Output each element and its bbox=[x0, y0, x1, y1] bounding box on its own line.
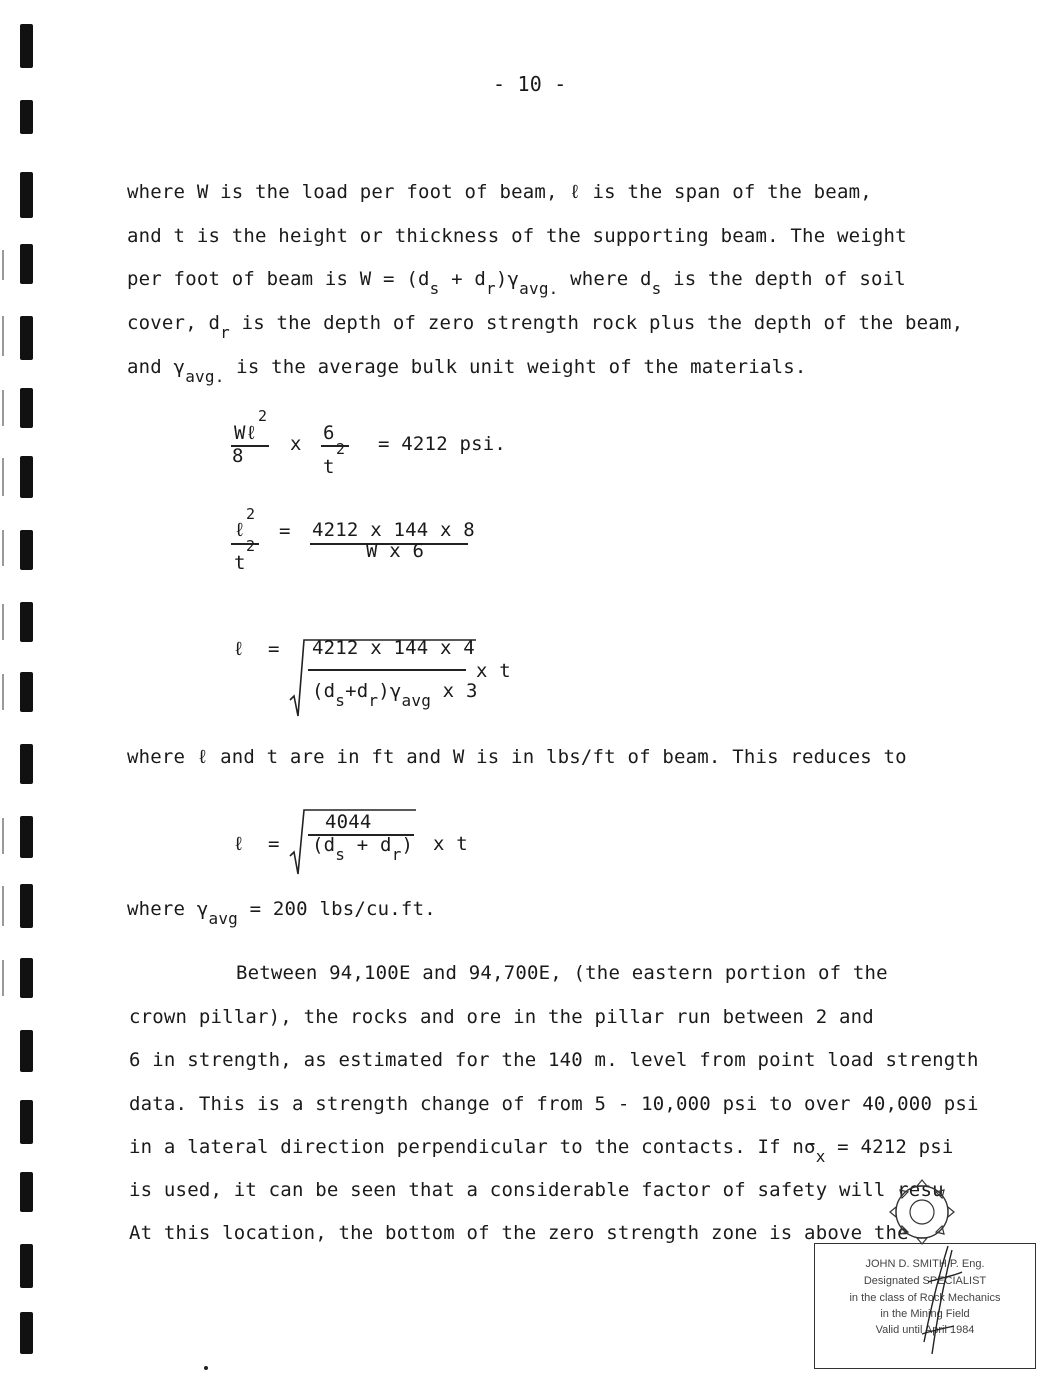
paragraph-line: per foot of beam is $W = (d_s + d_r)\gamma_{avg.}$ where $d_s$ is the depth of soil bbox=[127, 268, 906, 298]
seal-gear-icon bbox=[872, 1170, 972, 1250]
paragraph-line: crown pillar), the rocks and ore in the pillar run between 2 and bbox=[129, 1006, 874, 1028]
stamp-line: JOHN D. SMITH P. Eng. bbox=[865, 1258, 985, 1270]
paragraph-line: and $\gamma_{avg.}$ is the average bulk unit weight of the materials. bbox=[127, 356, 807, 386]
paragraph-line: Between 94,100E and 94,700E, (the eastern portion of the bbox=[236, 962, 888, 984]
signature bbox=[910, 1242, 970, 1362]
speck bbox=[204, 1366, 208, 1370]
paragraph-line: where $\gamma_{avg} = 200$ lbs/cu.ft. bbox=[127, 898, 436, 928]
paragraph-line: where W is the load per foot of beam, ℓ is the span of the beam, bbox=[127, 181, 872, 203]
paragraph-line: 6 in strength, as estimated for the 140 m. level from point load strength bbox=[129, 1049, 979, 1071]
page-number: - 10 - bbox=[493, 72, 567, 96]
paragraph-line: cover, $d_r$ is the depth of zero strength rock plus the depth of the beam, bbox=[127, 312, 964, 342]
stamp-line: in the Mining Field bbox=[880, 1308, 970, 1320]
paragraph-line: in a lateral direction perpendicular to the contacts. If $n\sigma_x = 4212$ psi bbox=[129, 1136, 954, 1166]
paragraph-line: where ℓ and t are in ft and W is in lbs/ft of beam. This reduces to bbox=[127, 746, 907, 768]
paragraph-line: is used, it can be seen that a considerable factor of safety will resu bbox=[129, 1179, 944, 1201]
stamp-line: Designated SPECIALIST bbox=[863, 1275, 987, 1287]
paragraph-line: data. This is a strength change of from 5 - 10,000 psi to over 40,000 psi bbox=[129, 1093, 979, 1115]
stamp-line: in the class of Rock Mechanics bbox=[849, 1292, 1001, 1304]
certification-stamp bbox=[814, 1243, 1036, 1369]
paragraph-line: and t is the height or thickness of the supporting beam. The weight bbox=[127, 225, 907, 247]
stamp-line: Valid until April 1984 bbox=[875, 1324, 975, 1336]
paragraph-line: At this location, the bottom of the zero strength zone is above the bbox=[129, 1222, 909, 1244]
